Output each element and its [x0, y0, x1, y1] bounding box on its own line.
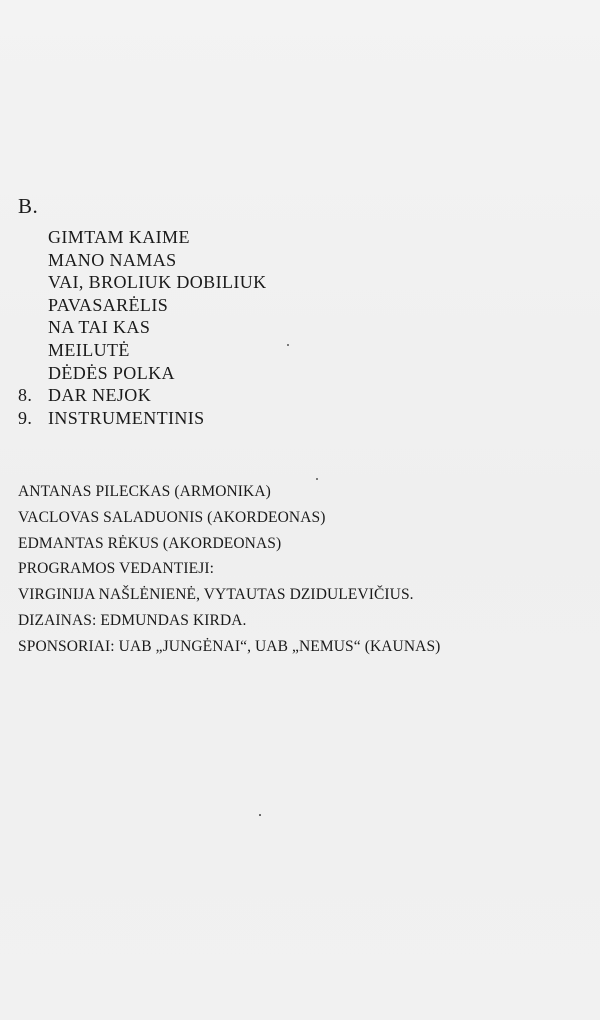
track-item [18, 385, 267, 408]
track-item [18, 363, 267, 386]
track-number: 8. [18, 385, 33, 406]
credit-line: SPONSORIAI: UAB „JUNGĖNAI“, UAB „NEMUS“ (KAUNAS) [18, 637, 441, 655]
credit-line: DIZAINAS: EDMUNDAS KIRDA. [18, 611, 247, 629]
credits-list [18, 483, 440, 664]
track-title: NA TAI KAS [48, 317, 151, 338]
track-item [18, 295, 267, 318]
track-list [18, 227, 267, 430]
track-item [18, 340, 267, 363]
print-speck [316, 478, 318, 480]
credit-line: VACLOVAS SALADUONIS (AKORDEONAS) [18, 508, 326, 526]
credit-line: ANTANAS PILECKAS (ARMONIKA) [18, 483, 271, 500]
track-title: DAR NEJOK [48, 385, 152, 406]
track-title: DĖDĖS POLKA [48, 362, 175, 383]
print-speck [259, 814, 261, 816]
track-title: GIMTAM KAIME [48, 227, 190, 247]
track-item [18, 227, 267, 250]
track-title: INSTRUMENTINIS [48, 407, 205, 428]
track-title: MEILUTĖ [48, 339, 130, 360]
credit-line: PROGRAMOS VEDANTIEJI: [18, 560, 215, 578]
track-title: MANO NAMAS [48, 249, 177, 270]
credit-line: VIRGINIJA NAŠLĖNIENĖ, VYTAUTAS DZIDULEVIČIUS. [18, 586, 414, 604]
track-item [18, 408, 267, 431]
track-item [18, 317, 267, 340]
credit-line: EDMANTAS RĖKUS (AKORDEONAS) [18, 534, 282, 552]
side-label: B. [18, 194, 39, 218]
track-number: 9. [18, 407, 33, 428]
print-speck [287, 344, 289, 346]
track-title: PAVASARĖLIS [48, 294, 169, 315]
track-item [18, 272, 267, 295]
track-item [18, 250, 267, 273]
track-title: VAI, BROLIUK DOBILIUK [48, 272, 267, 293]
